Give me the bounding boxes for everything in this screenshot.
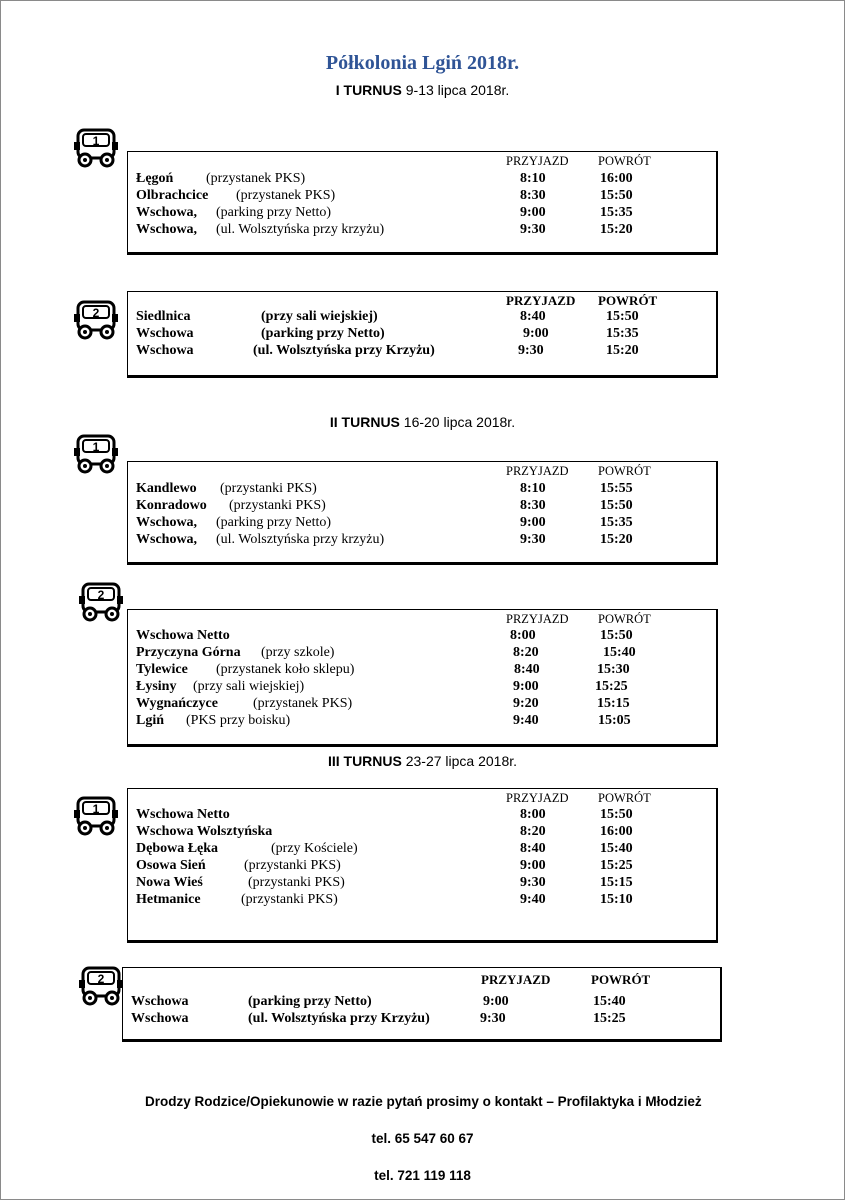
schedule-box: [127, 461, 718, 565]
schedule-row: [128, 824, 716, 842]
arrival-time: 9:00: [520, 858, 546, 873]
return-time: 15:35: [600, 515, 633, 530]
stop-name: Wygnańczyce: [136, 696, 218, 711]
stop-description: (ul. Wolsztyńska przy krzyżu): [216, 222, 385, 237]
svg-text:1: 1: [92, 802, 100, 816]
arrival-time: 9:20: [513, 696, 539, 711]
return-time: 16:00: [600, 171, 633, 186]
stop-description: (przy sali wiejskiej): [261, 309, 378, 324]
header-arrival: PRZYJAZD: [506, 464, 569, 478]
return-time: 15:20: [600, 222, 633, 237]
stop-description: (przystanki PKS): [241, 892, 338, 907]
return-time: 16:00: [600, 824, 633, 839]
schedule-row: [128, 679, 716, 697]
turnus-2-dates: 16-20 lipca 2018r.: [399, 414, 516, 430]
arrival-time: 8:00: [520, 807, 546, 822]
header-arrival: PRZYJAZD: [481, 972, 551, 987]
turnus-2-heading: [0, 414, 845, 430]
svg-text:2: 2: [92, 306, 100, 320]
schedule-row: [128, 343, 716, 361]
stop-name: Wschowa: [131, 994, 189, 1009]
arrival-time: 8:40: [520, 309, 546, 324]
schedule-row: [128, 628, 716, 646]
stop-name: Konradowo: [136, 498, 207, 513]
arrival-time: 8:20: [513, 645, 539, 660]
arrival-time: 8:40: [520, 841, 546, 856]
bus-2-icon: [72, 296, 120, 342]
stop-description: (ul. Wolsztyńska przy krzyżu): [216, 532, 385, 547]
stop-name: Łęgoń: [136, 171, 174, 186]
bus-1-icon: [72, 124, 120, 170]
header-arrival: PRZYJAZD: [506, 293, 576, 308]
stop-name: Przyczyna Górna: [136, 645, 241, 660]
turnus-3-heading: [0, 753, 845, 769]
stop-name: Wschowa,: [136, 222, 198, 237]
schedule-box: [127, 788, 718, 943]
arrival-time: 9:00: [520, 205, 546, 220]
schedule-row: [128, 532, 716, 550]
return-time: 15:50: [600, 188, 633, 203]
header-arrival: PRZYJAZD: [506, 791, 569, 805]
schedule-row: [128, 498, 716, 516]
return-time: 15:35: [600, 205, 633, 220]
footer-phone-1: tel. 65 547 60 67: [371, 1131, 474, 1146]
svg-text:2: 2: [97, 588, 105, 602]
return-time: 15:50: [600, 807, 633, 822]
arrival-time: 9:00: [523, 326, 549, 341]
arrival-time: 9:30: [480, 1011, 506, 1026]
stop-name: Wschowa Netto: [136, 807, 230, 822]
arrival-time: 8:30: [520, 188, 546, 203]
turnus-3-dates: 23-27 lipca 2018r.: [401, 753, 518, 769]
arrival-time: 8:00: [510, 628, 536, 643]
stop-description: (PKS przy boisku): [186, 713, 291, 728]
return-time: 15:15: [597, 696, 630, 711]
schedule-row: [128, 222, 716, 240]
schedule-header: [123, 972, 720, 990]
stop-description: (przystanki PKS): [229, 498, 326, 513]
schedule-row: [128, 662, 716, 680]
header-arrival: PRZYJAZD: [506, 154, 569, 168]
stop-name: Wschowa Netto: [136, 628, 230, 643]
stop-description: (przystanek PKS): [236, 188, 336, 203]
schedule-row: [128, 858, 716, 876]
stop-description: (parking przy Netto): [261, 326, 385, 341]
header-return: POWRÓT: [591, 972, 651, 987]
svg-text:1: 1: [92, 134, 100, 148]
stop-name: Wschowa,: [136, 205, 198, 220]
stop-name: Nowa Wieś: [136, 875, 203, 890]
header-return: POWRÓT: [598, 612, 651, 626]
turnus-3-label: III TURNUS: [327, 753, 402, 769]
stop-name: Kandlewo: [136, 481, 197, 496]
arrival-time: 9:30: [520, 875, 546, 890]
arrival-time: 9:30: [518, 343, 544, 358]
stop-name: Łysiny: [136, 679, 177, 694]
header-return: POWRÓT: [598, 293, 658, 308]
stop-name: Wschowa: [131, 1011, 189, 1026]
turnus-1-dates: 9-13 lipca 2018r.: [401, 82, 510, 98]
bus-1-icon: [72, 430, 120, 476]
schedule-header: [128, 154, 716, 172]
stop-name: Siedlnica: [136, 309, 191, 324]
stop-description: (parking przy Netto): [216, 205, 332, 220]
stop-description: (przystanek koło sklepu): [216, 662, 355, 677]
svg-text:2: 2: [97, 972, 105, 986]
schedule-row: [128, 205, 716, 223]
schedule-row: [128, 515, 716, 533]
arrival-time: 9:40: [520, 892, 546, 907]
arrival-time: 9:00: [483, 994, 509, 1009]
turnus-2-label: II TURNUS: [329, 414, 400, 430]
stop-description: (przystanek PKS): [206, 171, 306, 186]
stop-name: Wschowa,: [136, 515, 198, 530]
turnus-1-heading: [0, 82, 845, 98]
header-return: POWRÓT: [598, 791, 651, 805]
schedule-box: [127, 609, 718, 747]
stop-name: Dębowa Łęka: [136, 841, 219, 856]
return-time: 15:35: [606, 326, 639, 341]
arrival-time: 8:30: [520, 498, 546, 513]
stop-name: Osowa Sień: [136, 858, 206, 873]
stop-name: Wschowa: [136, 326, 194, 341]
bus-1-icon: [72, 792, 120, 838]
return-time: 15:30: [597, 662, 630, 677]
stop-description: (ul. Wolsztyńska przy Krzyżu): [248, 1011, 430, 1026]
stop-description: (przy Kościele): [271, 841, 358, 856]
stop-name: Wschowa: [136, 343, 194, 358]
arrival-time: 9:00: [513, 679, 539, 694]
arrival-time: 8:10: [520, 171, 546, 186]
bus-2-icon: [77, 962, 125, 1008]
schedule-row: [128, 645, 716, 663]
arrival-time: 8:20: [520, 824, 546, 839]
header-arrival: PRZYJAZD: [506, 612, 569, 626]
stop-description: (przy szkole): [261, 645, 335, 660]
schedule-row: [123, 994, 720, 1012]
schedule-row: [128, 892, 716, 910]
stop-description: (przystanki PKS): [248, 875, 345, 890]
schedule-row: [128, 188, 716, 206]
stop-description: (ul. Wolsztyńska przy Krzyżu): [253, 343, 435, 358]
arrival-time: 8:10: [520, 481, 546, 496]
schedule-row: [128, 696, 716, 714]
footer-phone-2: tel. 721 119 118: [374, 1168, 471, 1183]
arrival-time: 9:40: [513, 713, 539, 728]
return-time: 15:25: [600, 858, 633, 873]
header-return: POWRÓT: [598, 154, 651, 168]
stop-description: (parking przy Netto): [216, 515, 332, 530]
schedule-box: [122, 967, 722, 1042]
arrival-time: 9:00: [520, 515, 546, 530]
return-time: 15:50: [606, 309, 639, 324]
schedule-row: [128, 807, 716, 825]
schedule-row: [128, 713, 716, 731]
stop-name: Wschowa Wolsztyńska: [136, 824, 273, 839]
stop-name: Hetmanice: [136, 892, 201, 907]
arrival-time: 8:40: [514, 662, 540, 677]
schedule-row: [123, 1011, 720, 1029]
stop-name: Lgiń: [136, 713, 165, 728]
stop-description: (przystanki PKS): [220, 481, 317, 496]
return-time: 15:40: [600, 841, 633, 856]
return-time: 15:10: [600, 892, 633, 907]
stop-description: (przystanek PKS): [253, 696, 353, 711]
stop-name: Wschowa,: [136, 532, 198, 547]
stop-description: (parking przy Netto): [248, 994, 372, 1009]
schedule-header: [128, 464, 716, 482]
return-time: 15:50: [600, 498, 633, 513]
return-time: 15:20: [606, 343, 639, 358]
schedule-box: [127, 291, 718, 378]
return-time: 15:15: [600, 875, 633, 890]
schedule-row: [128, 481, 716, 499]
schedule-row: [128, 841, 716, 859]
arrival-time: 9:30: [520, 532, 546, 547]
return-time: 15:05: [598, 713, 631, 728]
return-time: 15:50: [600, 628, 633, 643]
return-time: 15:40: [593, 994, 626, 1009]
bus-2-icon: [77, 578, 125, 624]
svg-text:1: 1: [92, 440, 100, 454]
return-time: 15:40: [603, 645, 636, 660]
stop-description: (przystanki PKS): [244, 858, 341, 873]
schedule-row: [128, 171, 716, 189]
stop-name: Tylewice: [136, 662, 188, 677]
turnus-1-label: I TURNUS: [335, 82, 402, 98]
header-return: POWRÓT: [598, 464, 651, 478]
stop-name: Olbrachcice: [136, 188, 209, 203]
return-time: 15:25: [593, 1011, 626, 1026]
schedule-box: [127, 151, 718, 255]
return-time: 15:55: [600, 481, 633, 496]
schedule-row: [128, 326, 716, 344]
stop-description: (przy sali wiejskiej): [193, 679, 305, 694]
schedule-row: [128, 309, 716, 327]
page-title: Półkolonia Lgiń 2018r.: [325, 52, 520, 74]
return-time: 15:20: [600, 532, 633, 547]
schedule-row: [128, 875, 716, 893]
return-time: 15:25: [595, 679, 628, 694]
arrival-time: 9:30: [520, 222, 546, 237]
footer-note: Drodzy Rodzice/Opiekunowie w razie pytań prosimy o kontakt – Profilaktyka i Młodzież: [145, 1094, 702, 1109]
